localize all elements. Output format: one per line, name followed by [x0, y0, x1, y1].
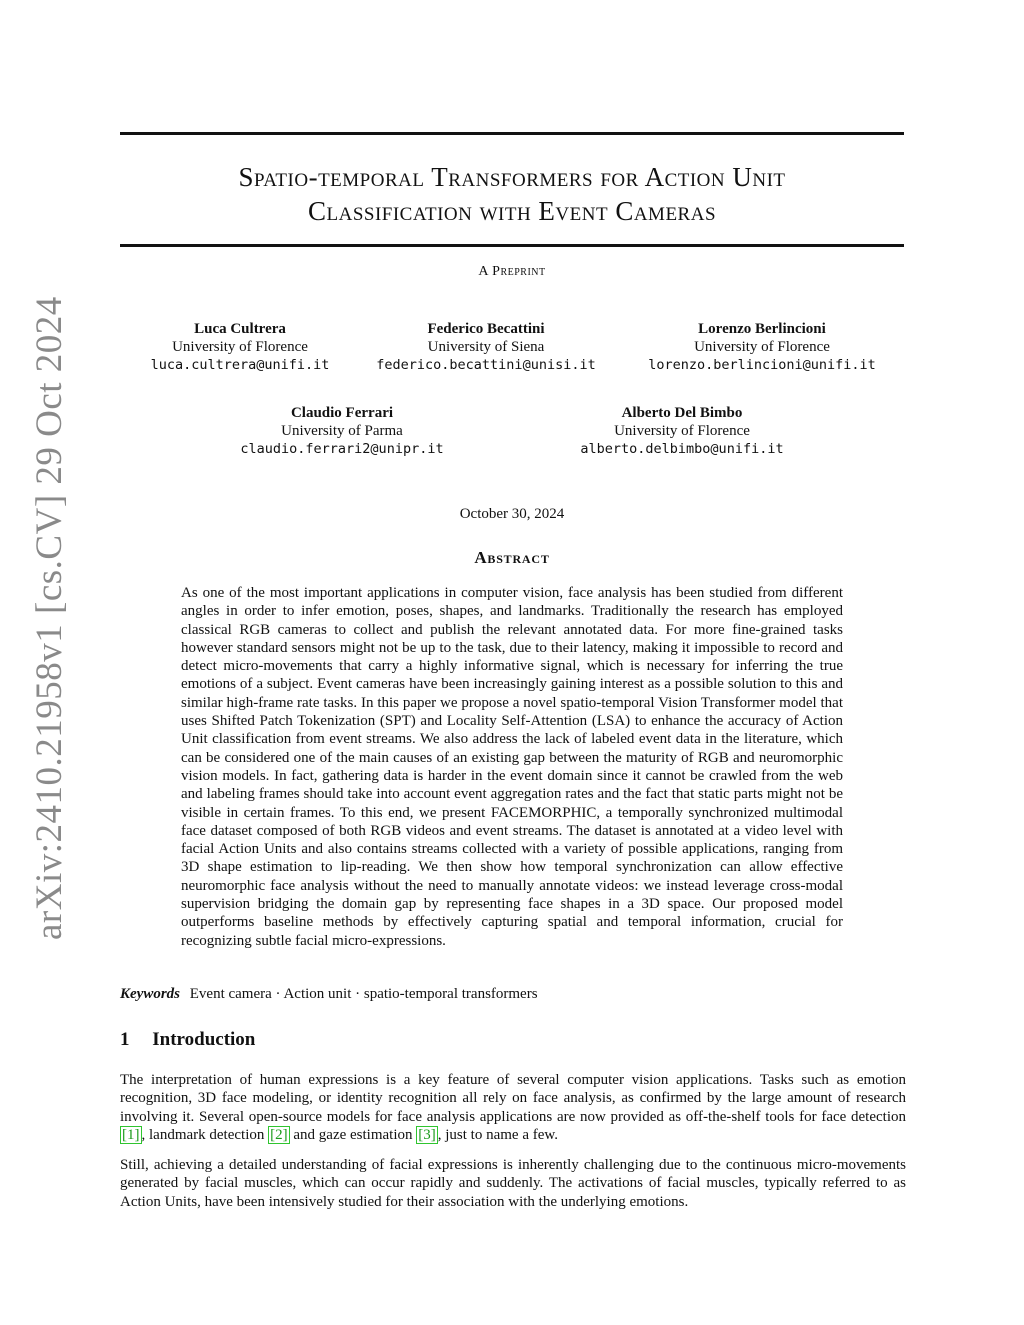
author-block [120, 320, 360, 374]
author-email[interactable]: alberto.delbimbo@unifi.it [580, 441, 784, 457]
author-affiliation: University of Florence [172, 339, 308, 355]
abstract-body: As one of the most important applications in computer vision, face analysis has been studied from different angles in order to infer emotion, poses, shapes, and landmarks. Traditionally the research has employed classical RGB cameras to collect and publish the relevant annotated data. For more fine-grained tasks however standard sensors might not be up to the task, due to their latency, making it impossible to record and detect micro-movements that carry a highly informative signal, which is necessary for inferring the true emotions of a subject. Event cameras have been increasingly gaining interest as a possible solution to this and similar high-frame rate tasks. In this paper we propose a novel spatio-temporal Vision Transformer model that uses Shifted Patch Tokenization (SPT) and Locality Self-Attention (LSA) to enhance the accuracy of Action Unit classification from event streams. We also address the lack of labeled event data in the literature, which can be considered one of the main causes of an existing gap between the maturity of RGB and neuromorphic vision models. In fact, gathering data is harder in the event domain since it cannot be crawled from the web and labeling frames should take into account event aggregation rates and the fact that static parts might not be visible in certain frames. To this end, we present FACEMORPHIC, a temporally synchronized multimodal face dataset composed of both RGB videos and event streams. The dataset is annotated at a video level with facial Action Units and also contains streams collected with a variety of possible applications, ranging from 3D shape estimation to lip-reading. We then show how temporal synchronization can allow effective neuromorphic face analysis without the need to manually annotate videos: we instead leverage cross-modal supervision bridging the domain gap by representing face shapes in a 3D space. Our proposed model outperforms baseline methods by effectively capturing spatial and temporal information, crucial for recognizing subtle facial micro-expressions. [181, 585, 843, 949]
author-affiliation: University of Florence [694, 339, 830, 355]
intro-text: The interpretation of human expressions is a key feature of several computer vision applications. Tasks such as emotion recognition, 3D face modeling, or identity recognition all rely on face analysis, as confirmed by the large amount of research involving it. Several open-source models for face analysis applications are now provided as off-the-shelf tools for face detection [120, 1072, 906, 1125]
keywords-label: Keywords [120, 986, 180, 1002]
title-line-2: Classification with Event Cameras [307, 196, 717, 226]
author-name: Claudio Ferrari [290, 405, 394, 421]
author-block [362, 320, 610, 374]
author-name: Alberto Del Bimbo [621, 405, 743, 421]
intro-text: , landmark detection [141, 1126, 269, 1143]
keywords-text: Event camera · Action unit · spatio-temporal transformers [189, 986, 538, 1002]
title-rule-bottom [120, 244, 904, 247]
author-block [220, 404, 464, 458]
paper-title [120, 160, 904, 228]
author-name: Luca Cultrera [194, 321, 286, 337]
section-heading [120, 1029, 255, 1051]
intro-text: , just to name a few. [437, 1126, 558, 1143]
citation-link[interactable]: [3] [418, 1126, 436, 1143]
preprint-label: A Preprint [478, 264, 546, 279]
author-email[interactable]: luca.cultrera@unifi.it [150, 357, 330, 373]
keywords-line [120, 986, 904, 1003]
citation-link[interactable]: [1] [122, 1126, 140, 1143]
author-email[interactable]: lorenzo.berlincioni@unifi.it [648, 357, 876, 373]
author-block [620, 320, 904, 374]
intro-text: and gaze estimation [289, 1126, 417, 1143]
author-name: Lorenzo Berlincioni [698, 321, 826, 337]
author-email[interactable]: federico.becattini@unisi.it [376, 357, 596, 373]
author-block [560, 404, 804, 458]
author-email[interactable]: claudio.ferrari2@unipr.it [240, 441, 444, 457]
intro-paragraph-2: Still, achieving a detailed understanding of facial expressions is inherently challenging due to the continuous micro-movements generated by facial muscles, which can occur rapidly and suddenly. The activations of facial muscles, typically referred to as Action Units, have been intensively studied for their association with the underlying emotions. [120, 1157, 906, 1210]
arxiv-identifier-stamp[interactable]: arXiv:2410.21958v1 [cs.CV] 29 Oct 2024 [29, 296, 70, 940]
section-title: Introduction [152, 1029, 256, 1050]
intro-paragraph-1 [120, 1071, 906, 1144]
title-rule-top [120, 132, 904, 135]
author-name: Federico Becattini [427, 321, 545, 337]
author-affiliation: University of Florence [614, 423, 750, 439]
section-number: 1 [120, 1029, 130, 1050]
abstract-heading: Abstract [474, 548, 550, 567]
title-line-1: Spatio-temporal Transformers for Action Unit [238, 162, 786, 192]
author-affiliation: University of Siena [427, 339, 545, 355]
author-affiliation: University of Parma [281, 423, 403, 439]
publication-date: October 30, 2024 [459, 506, 565, 522]
citation-link[interactable]: [2] [270, 1126, 288, 1143]
